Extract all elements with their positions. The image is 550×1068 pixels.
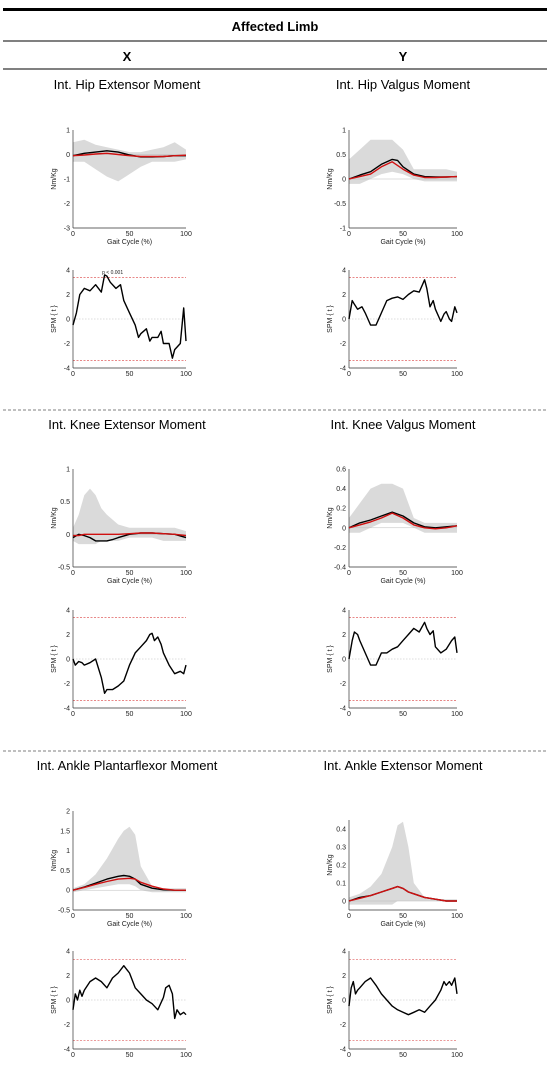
y-tick-label: -4: [339, 1046, 346, 1054]
mean-line-black: [73, 966, 186, 1019]
chart-panel-1: [51, 77, 201, 246]
x-axis-label: Gait Cycle (%): [106, 921, 153, 928]
panels: [37, 77, 483, 1059]
y-tick-label: 2: [66, 292, 70, 299]
y-tick-label: -2: [63, 201, 70, 208]
y-tick-label: -2: [63, 1022, 70, 1029]
chart-panel-7: [51, 608, 192, 719]
chart-panel-2: [327, 77, 470, 246]
y-tick-label: -4: [63, 365, 70, 373]
y-tick-label: 0: [66, 887, 70, 895]
y-tick-label: 1: [342, 127, 346, 135]
mean-line-black: [73, 275, 186, 358]
top-rule: [3, 8, 547, 11]
y-tick-label: 0.4: [336, 826, 346, 834]
chart-panel-10: [324, 758, 483, 928]
y-tick-label: 2: [342, 973, 346, 980]
x-tick-label: 0: [347, 1052, 351, 1059]
y-tick-label: 4: [66, 267, 70, 275]
x-tick-label: 0: [347, 371, 351, 378]
x-tick-label: 0: [347, 570, 351, 577]
y-tick-label: 4: [342, 607, 346, 615]
x-tick-label: 100: [180, 371, 192, 378]
variability-band: [73, 140, 186, 182]
y-tick-label: 0.2: [336, 862, 346, 870]
y-axis-label: Nm/Kg: [51, 849, 58, 872]
x-tick-label: 0: [347, 231, 351, 238]
x-tick-label: 0: [71, 913, 75, 920]
chart-title: Int. Hip Extensor Moment: [53, 77, 201, 92]
y-tick-label: 0.2: [336, 505, 346, 513]
y-tick-label: 0: [66, 656, 70, 664]
x-tick-label: 50: [399, 570, 407, 577]
mean-line-black: [349, 978, 457, 1015]
x-tick-label: 50: [125, 913, 134, 920]
y-tick-label: -0.5: [333, 201, 346, 208]
y-tick-label: 0: [342, 997, 346, 1005]
column-header-x: X: [122, 49, 132, 64]
y-tick-label: 0.5: [336, 152, 346, 159]
x-tick-label: 50: [399, 711, 407, 718]
x-tick-label: 50: [399, 913, 407, 920]
chart-panel-6: [327, 417, 476, 585]
x-tick-label: 100: [180, 913, 192, 920]
x-tick-label: 50: [125, 1052, 134, 1059]
x-axis-label: Gait Cycle (%): [380, 578, 426, 585]
y-tick-label: 0.1: [336, 880, 346, 888]
y-tick-label: 4: [66, 948, 70, 956]
y-tick-label: -4: [63, 1046, 70, 1054]
variability-band: [73, 827, 186, 892]
y-tick-label: -0.5: [57, 907, 70, 915]
chart-title: Int. Hip Valgus Moment: [335, 77, 471, 92]
x-tick-label: 100: [451, 913, 463, 920]
chart-title: Int. Ankle Extensor Moment: [323, 758, 483, 773]
x-axis-label: Gait Cycle (%): [106, 578, 153, 585]
y-tick-label: -4: [339, 705, 346, 713]
y-tick-label: 0: [342, 898, 346, 906]
x-tick-label: 0: [71, 711, 75, 718]
y-tick-label: -0.2: [333, 544, 346, 552]
x-tick-label: 0: [347, 913, 351, 920]
chart-panel-11: [51, 949, 192, 1060]
y-tick-label: 1: [66, 466, 70, 474]
chart-panel-3: [51, 268, 192, 379]
x-tick-label: 100: [451, 1052, 463, 1059]
y-tick-label: 0: [66, 997, 70, 1005]
y-axis-label: SPM { t }: [327, 305, 334, 333]
variability-band: [349, 484, 457, 533]
y-axis-label: Nm/Kg: [327, 854, 334, 876]
y-tick-label: 0: [66, 531, 70, 539]
y-tick-label: 0: [66, 152, 70, 159]
y-tick-label: 0: [342, 176, 346, 184]
chart-panel-5: [48, 417, 206, 585]
y-tick-label: 2: [66, 632, 70, 639]
x-tick-label: 50: [125, 711, 134, 718]
y-tick-label: 0.5: [60, 499, 70, 507]
x-tick-label: 0: [71, 570, 75, 577]
x-axis-label: Gait Cycle (%): [380, 921, 426, 928]
y-axis-label: Nm/Kg: [51, 168, 58, 190]
x-tick-label: 100: [180, 570, 192, 577]
x-tick-label: 50: [399, 231, 407, 238]
chart-panel-12: [327, 949, 463, 1060]
x-tick-label: 100: [451, 570, 463, 577]
y-axis-label: SPM { t }: [51, 645, 58, 673]
header-title: Affected Limb: [231, 19, 319, 34]
y-tick-label: 1.5: [60, 828, 70, 836]
x-tick-label: 50: [125, 371, 134, 378]
y-tick-label: 0.6: [336, 466, 346, 474]
chart-title: Int. Knee Valgus Moment: [330, 417, 476, 432]
x-tick-label: 0: [71, 1052, 75, 1059]
mean-line-black: [349, 622, 457, 665]
x-axis-label: Gait Cycle (%): [380, 239, 426, 246]
y-tick-label: 4: [342, 948, 346, 956]
x-tick-label: 50: [399, 371, 407, 378]
y-tick-label: 2: [342, 632, 346, 639]
y-tick-label: 4: [66, 607, 70, 615]
y-tick-label: -0.5: [57, 564, 70, 572]
mean-line-black: [349, 280, 457, 325]
x-tick-label: 50: [125, 570, 134, 577]
x-tick-label: 50: [399, 1052, 407, 1059]
x-tick-label: 100: [451, 231, 463, 238]
y-axis-label: SPM { t }: [327, 645, 334, 673]
y-tick-label: 0: [342, 656, 346, 664]
y-tick-label: -2: [63, 341, 70, 348]
y-tick-label: -4: [339, 365, 346, 373]
x-tick-label: 100: [451, 371, 463, 378]
y-tick-label: -2: [339, 341, 346, 348]
chart-panel-4: [327, 268, 463, 379]
y-tick-label: -3: [63, 225, 70, 233]
y-axis-label: Nm/Kg: [51, 507, 58, 529]
x-tick-label: 0: [71, 231, 75, 238]
y-tick-label: 1: [66, 127, 70, 135]
x-tick-label: 0: [347, 711, 351, 718]
y-tick-label: 0: [66, 316, 70, 324]
y-tick-label: -4: [63, 705, 70, 713]
y-tick-label: 2: [342, 292, 346, 299]
variability-band: [349, 822, 457, 905]
x-tick-label: 100: [180, 231, 192, 238]
x-tick-label: 50: [125, 231, 134, 238]
significance-annotation: p < 0.001: [102, 270, 124, 276]
y-tick-label: -2: [339, 681, 346, 688]
y-tick-label: 0: [342, 525, 346, 533]
y-axis-label: SPM { t }: [327, 986, 334, 1014]
chart-panel-9: [37, 758, 218, 928]
mean-line-black: [73, 633, 186, 693]
x-tick-label: 100: [451, 711, 463, 718]
y-tick-label: 0.3: [336, 844, 346, 852]
x-tick-label: 0: [71, 371, 75, 378]
y-tick-label: -1: [339, 225, 346, 233]
y-tick-label: 0.4: [336, 486, 346, 494]
y-tick-label: 4: [342, 267, 346, 275]
y-tick-label: 2: [66, 808, 70, 816]
y-axis-label: Nm/Kg: [327, 168, 334, 190]
y-axis-label: SPM { t }: [51, 305, 58, 333]
y-tick-label: 0: [342, 316, 346, 324]
y-tick-label: -0.4: [333, 564, 346, 572]
y-tick-label: -2: [339, 1022, 346, 1029]
chart-panel-8: [327, 608, 463, 719]
chart-title: Int. Ankle Plantarflexor Moment: [36, 758, 218, 773]
x-tick-label: 100: [180, 1052, 192, 1059]
y-tick-label: 1: [66, 848, 70, 856]
chart-title: Int. Knee Extensor Moment: [48, 417, 206, 432]
y-tick-label: -2: [63, 681, 70, 688]
column-header-y: Y: [398, 49, 408, 64]
y-tick-label: 2: [66, 973, 70, 980]
y-tick-label: -1: [63, 176, 70, 184]
y-axis-label: SPM { t }: [51, 986, 58, 1014]
x-tick-label: 100: [180, 711, 192, 718]
y-axis-label: Nm/Kg: [327, 507, 334, 529]
variability-band: [73, 489, 186, 544]
x-axis-label: Gait Cycle (%): [106, 239, 153, 246]
y-tick-label: 0.5: [60, 867, 70, 875]
